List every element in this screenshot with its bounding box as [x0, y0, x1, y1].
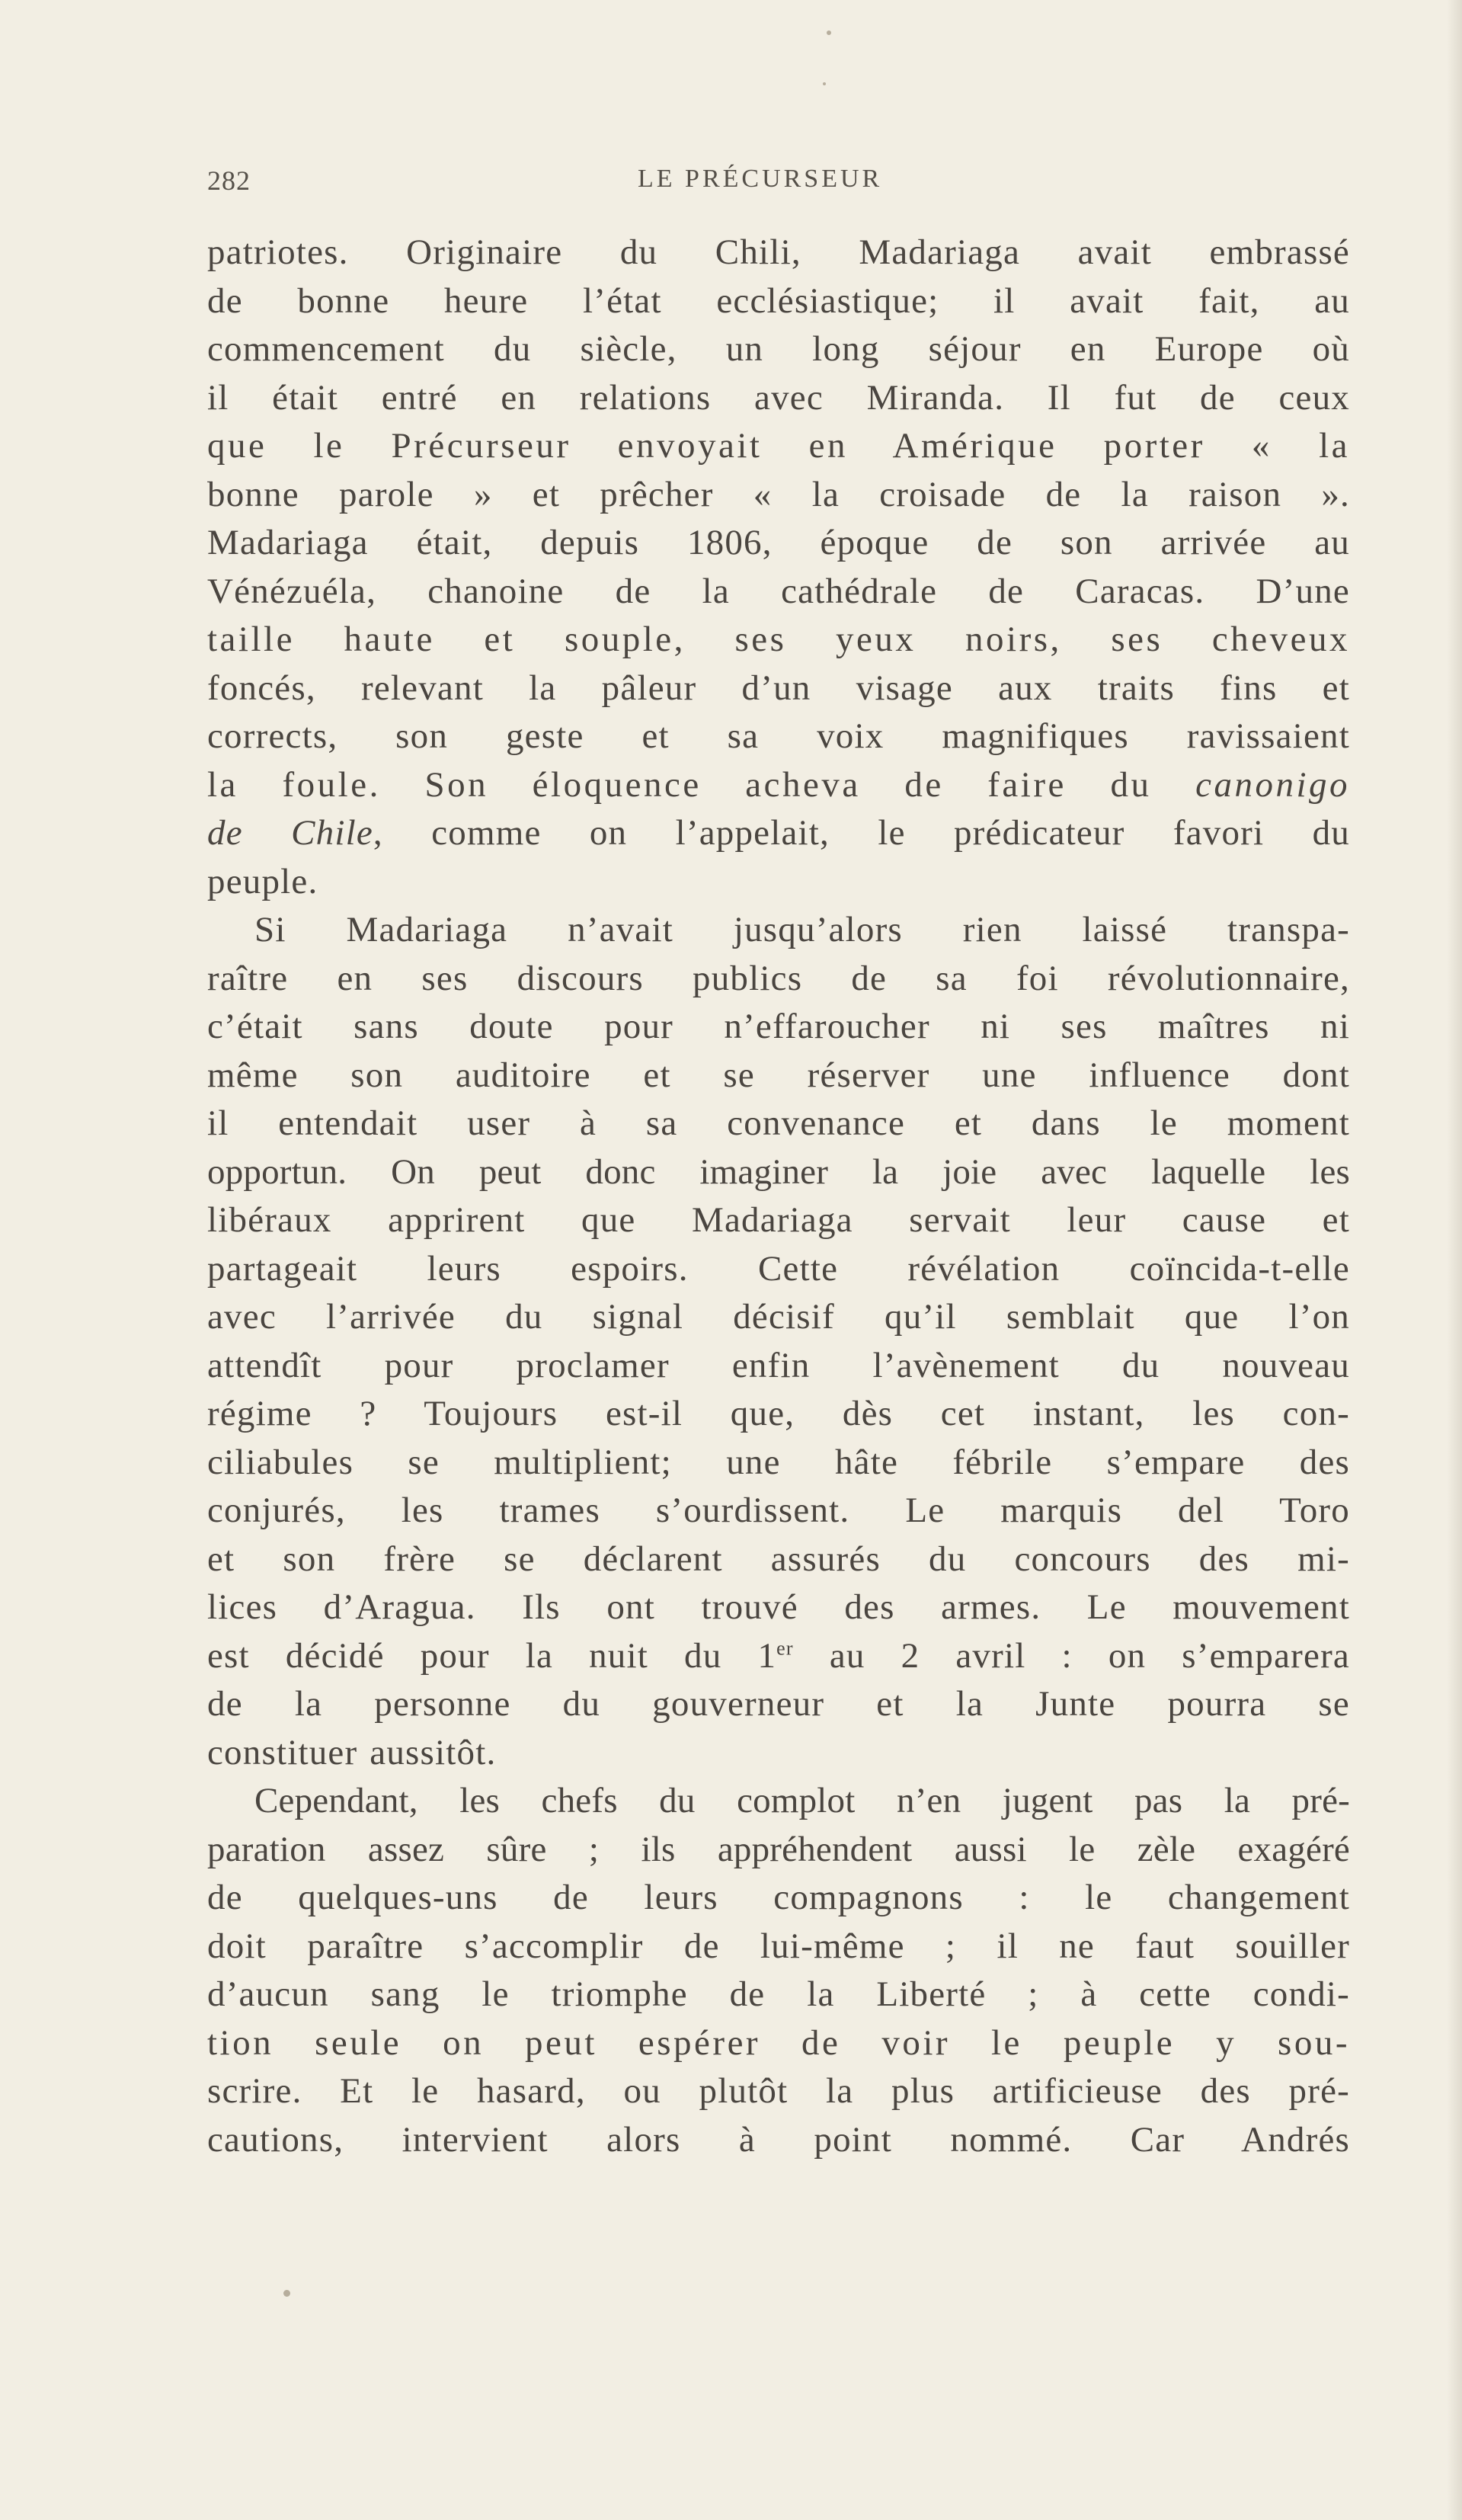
ordinal-superscript: er: [776, 1636, 794, 1659]
text-line: conjurés, les trames s’ourdissent. Le marquis del Toro: [207, 1491, 1350, 1530]
text-line: c’était sans doute pour n’effaroucher ni ses maîtres ni: [207, 1007, 1350, 1046]
page-header: [207, 165, 1350, 203]
text-line: Vénézuéla, chanoine de la cathédrale de Caracas. D’une: [207, 571, 1350, 611]
text-line: avec l’arrivée du signal décisif qu’il semblait que l’on: [207, 1297, 1350, 1337]
text-line: patriotes. Originaire du Chili, Madariaga avait embrassé: [207, 232, 1350, 272]
text-line: foncés, relevant la pâleur d’un visage aux traits fins et: [207, 668, 1350, 708]
text-line: cautions, intervient alors à point nommé. Car Andrés: [207, 2119, 1350, 2160]
paragraph-end-line: peuple.: [207, 861, 318, 901]
text-segment: la foule. Son éloquence acheva de faire du: [207, 764, 1152, 805]
text-line: lices d’Aragua. Ils ont trouvé des armes. Le mouvement: [207, 1587, 1350, 1627]
text-line: raître en ses discours publics de sa foi révolutionnaire,: [207, 958, 1350, 998]
text-line: il entendait user à sa convenance et dans le moment: [207, 1103, 1350, 1143]
paragraph-end-line: constituer aussitôt.: [207, 1732, 497, 1772]
paragraph-start-line: Cependant, les chefs du complot n’en jugent pas la pré-: [254, 1781, 1350, 1820]
text-line: opportun. On peut donc imaginer la joie avec laquelle les: [207, 1151, 1350, 1192]
text-line: de quelques-uns de leurs compagnons : le changement: [207, 1878, 1350, 1917]
text-line-with-superscript: [207, 1632, 1350, 1681]
text-line: tion seule on peut espérer de voir le peuple y sou-: [207, 2022, 1350, 2063]
text-segment: , comme on l’appelait, le prédicateur favori du: [373, 813, 1350, 853]
text-line-with-italic: [207, 761, 1350, 810]
text-segment: est décidé pour la nuit du 1: [207, 1635, 777, 1676]
italic-term: de Chile: [207, 813, 373, 853]
text-line: même son auditoire et se réserver une influence dont: [207, 1055, 1350, 1095]
text-line-with-italic: [207, 809, 1350, 858]
text-line: scrire. Et le hasard, ou plutôt la plus artificieuse des pré-: [207, 2071, 1350, 2111]
text-line: il était entré en relations avec Miranda. Il fut de ceux: [207, 377, 1350, 418]
text-line: de la personne du gouverneur et la Junte pourra se: [207, 1684, 1350, 1724]
text-line: bonne parole » et prêcher « la croisade de la raison ».: [207, 474, 1350, 514]
text-line: que le Précurseur envoyait en Amérique porter « la: [207, 426, 1350, 466]
running-title: LE PRÉCURSEUR: [638, 165, 883, 193]
page-edge-shadow: [1447, 0, 1462, 2520]
text-line: taille haute et souple, ses yeux noirs, ses cheveux: [207, 620, 1350, 659]
italic-term: canonigo: [1195, 764, 1350, 805]
text-line: Madariaga était, depuis 1806, époque de son arrivée au: [207, 523, 1350, 562]
paper-speck: [283, 2290, 290, 2297]
text-segment: au 2 avril : on s’emparera: [793, 1635, 1350, 1676]
text-line: paration assez sûre ; ils appréhendent aussi le zèle exagéré: [207, 1829, 1350, 1869]
text-line: attendît pour proclamer enfin l’avènement du nouveau: [207, 1345, 1350, 1385]
text-line: partageait leurs espoirs. Cette révélation coïncida-t-elle: [207, 1248, 1350, 1289]
paper-speck: [823, 82, 826, 85]
text-line: libéraux apprirent que Madariaga servait leur cause et: [207, 1200, 1350, 1240]
text-line: corrects, son geste et sa voix magnifiques ravissaient: [207, 716, 1350, 756]
paragraph-start-line: Si Madariaga n’avait jusqu’alors rien laissé transpa-: [254, 910, 1350, 949]
text-line: régime ? Toujours est-il que, dès cet instant, les con-: [207, 1394, 1350, 1433]
text-line: d’aucun sang le triomphe de la Liberté ; à cette condi-: [207, 1974, 1350, 2014]
text-line: et son frère se déclarent assurés du concours des mi-: [207, 1539, 1350, 1579]
text-line: ciliabules se multiplient; une hâte fébrile s’empare des: [207, 1442, 1350, 1482]
body-text: [207, 229, 1350, 2164]
text-line: doit paraître s’accomplir de lui-même ; il ne faut souiller: [207, 1926, 1350, 1966]
text-line: commencement du siècle, un long séjour en Europe où: [207, 329, 1350, 369]
paper-speck: [827, 30, 831, 35]
text-line: de bonne heure l’état ecclésiastique; il avait fait, au: [207, 280, 1350, 321]
page-number: 282: [207, 165, 251, 196]
